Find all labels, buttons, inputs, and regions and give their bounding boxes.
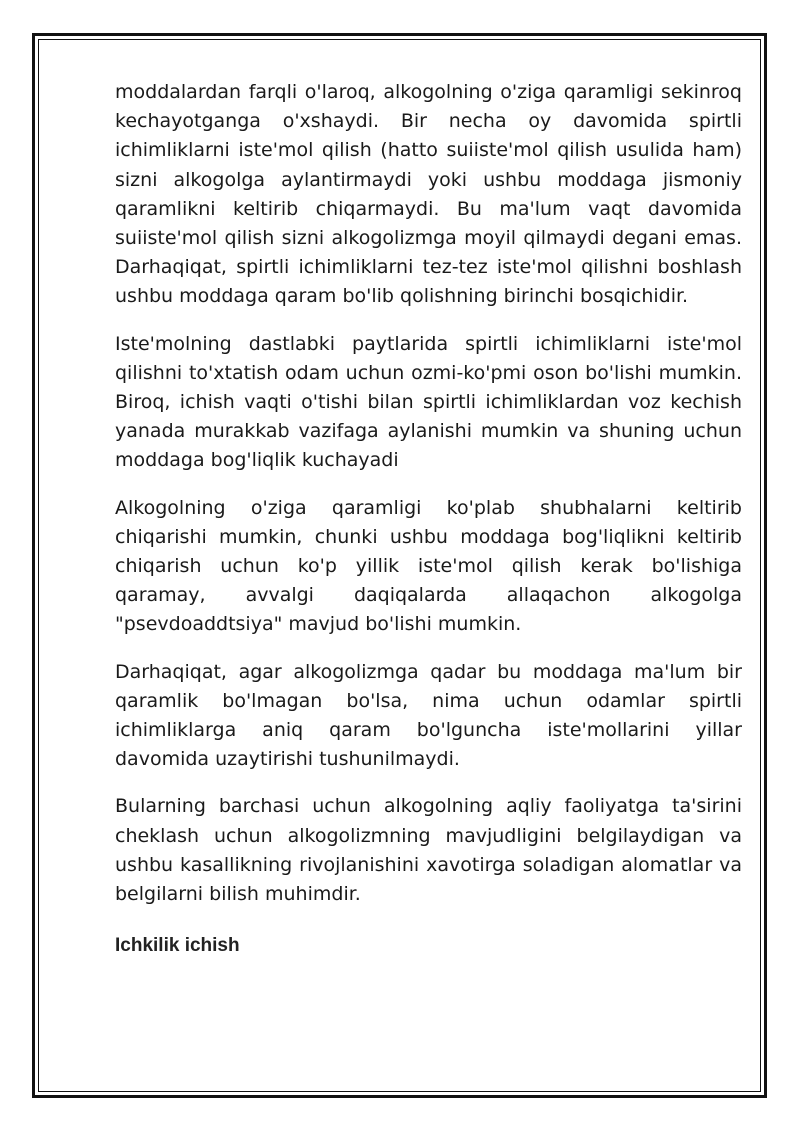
section-heading: Ichkilik ichish	[115, 935, 240, 957]
paragraph-2: Iste'molning dastlabki paytlarida spirtli ichimliklarni iste'mol qilishni to'xtatish odam uchun ozmi-ko'pmi oson bo'lishi mumkin. Biroq, ichish vaqti o'tishi bilan spirtli ichimliklardan voz kechish yanada murakkab vazifaga aylanishi mumkin va shuning uchun moddaga bog'liqlik kuchayadi	[115, 332, 742, 472]
paragraph-1: moddalardan farqli o'laroq, alkogolning o'ziga qaramligi sekinroq kechayotganga o'xshaydi. Bir necha oy davomida spirtli ichimliklarni iste'mol qilish (hatto suiiste'mol qilish usulida ham) sizni alkogolga aylantirmaydi yoki ushbu moddaga jismoniy qaramlikni keltirib chiqarmaydi. Bu ma'lum vaqt davomida suiiste'mol qilish sizni alkogolizmga moyil qilmaydi degani emas. Darhaqiqat, spirtli ichimliklarni tez-tez iste'mol qilishni boshlash ushbu moddaga qaram bo'lib qolishning birinchi bosqichidir.	[115, 81, 742, 308]
paragraph-4: Darhaqiqat, agar alkogolizmga qadar bu moddaga ma'lum bir qaramlik bo'lmagan bo'lsa, nima uchun odamlar spirtli ichimliklarga aniq qaram bo'lguncha iste'mollarini yillar davomida uzaytirishi tushunilmaydi.	[115, 660, 742, 771]
paragraph-5: Bularning barchasi uchun alkogolning aqliy faoliyatga ta'sirini cheklash uchun alkogolizmning mavjudligini belgilaydigan va ushbu kasallikning rivojlanishini xavotirga soladigan alomatlar va belgilarni bilish muhimdir.	[115, 795, 742, 906]
paragraph-3: Alkogolning o'ziga qaramligi ko'plab shubhalarni keltirib chiqarishi mumkin, chunki ushbu moddaga bog'liqlikni keltirib chiqarish uchun ko'p yillik iste'mol qilish kerak bo'lishiga qaramay, avvalgi daqiqalarda allaqachon alkogolga "psevdoaddtsiya" mavjud bo'lishi mumkin.	[115, 496, 742, 636]
document-body	[115, 78, 742, 959]
